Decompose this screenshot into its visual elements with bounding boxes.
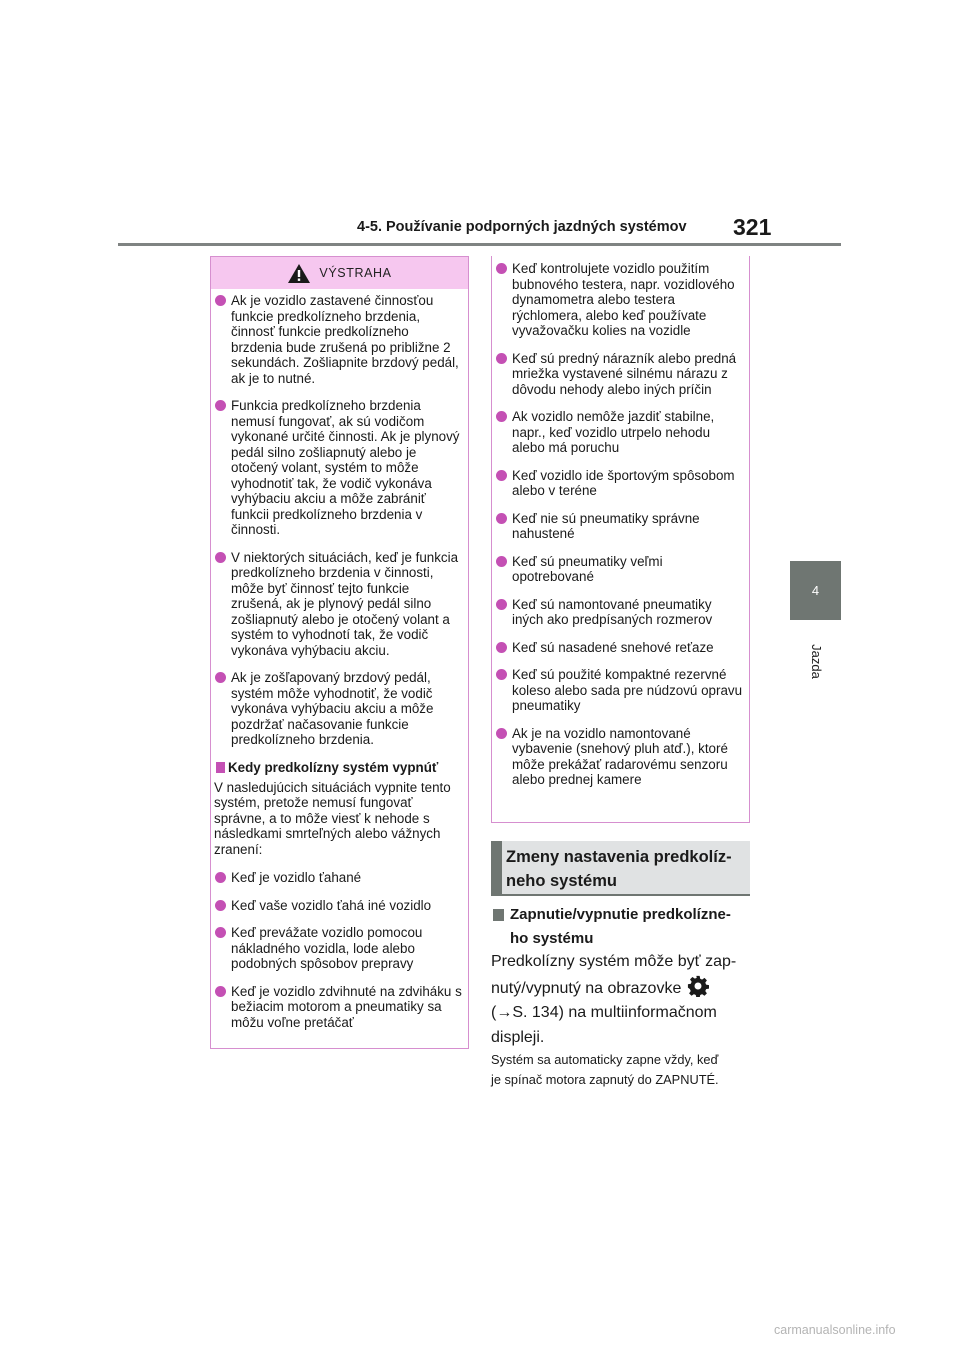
list-item: Ak vozidlo nemôže jazdiť stabilne, napr., keď vozidlo utrpelo nehodu alebo má poruchu: [495, 409, 743, 456]
section-heading-line2: neho systému: [506, 872, 617, 890]
list-item: Keď sú nasadené snehové reťaze: [495, 640, 743, 656]
list-item: Funkcia predkolízneho brzdenia nemusí fungovať, ak sú vodičom vykonané určité činnosti. Ak je plynový pedál silno zošliapnutý alebo je otočený volant, systém to môže vyhodnotiť tak, že vodič vykonáva vyhýbaciu akciu a môže zabrániť funkcii predkolízneho brzdenia v činnosti.: [214, 398, 462, 538]
watermark: carmanualsonline.info: [774, 1323, 896, 1337]
warning-intro: V nasledujúcich situáciách vypnite tento systém, pretože nemusí fungovať správne, a to môže viesť k nehode s následkami smrteľných alebo vážnych zranení:: [214, 779, 451, 857]
list-item: Keď nie sú pneumatiky správne nahustené: [495, 511, 743, 542]
bullet-icon: [496, 263, 507, 274]
chapter-tab[interactable]: [790, 561, 841, 620]
bullet-icon: [215, 672, 226, 683]
section-heading-line1: Zmeny nastavenia predkolíz-: [506, 848, 732, 866]
bullet-icon: [215, 927, 226, 938]
warning-subheading: Kedy predkolízny systém vypnúť: [214, 760, 462, 776]
bullet-icon: [496, 470, 507, 481]
page-header-title: 4-5. Používanie podporných jazdných systémov: [357, 219, 687, 235]
bullet-icon: [496, 669, 507, 680]
subsection-heading-line1: Zapnutie/vypnutie predkolízne-: [491, 903, 753, 927]
settings-gear-icon: [687, 975, 709, 997]
list-item: Ak je na vozidlo namontované vybavenie (snehový pluh atď.), ktoré môže prekážať radarovému senzoru alebo prednej kamere: [495, 726, 743, 788]
list-item: Ak je vozidlo zastavené činnosťou funkcie predkolízneho brzdenia, činnosť funkcie predkolízneho brzdenia bude zrušená po približne 2 sekundách. Zošliapnite brzdový pedál, ak je to nutné.: [214, 293, 462, 386]
chapter-label: [784, 638, 848, 684]
warning-box: [210, 256, 469, 1049]
list-item: V niektorých situáciách, keď je funkcia predkolízneho brzdenia v činnosti, môže byť činnosť tejto funkcie zrušená, ak je plynový pedál silno zošliapnutý alebo je otočený volant a systém to vyhodnotí tak, že vodič vykonáva vyhýbaciu akciu.: [214, 550, 462, 659]
list-item: Keď vozidlo ide športovým spôsobom alebo v teréne: [495, 468, 743, 499]
list-item: Keď prevážate vozidlo pomocou nákladného vozidla, lode alebo podobných spôsobov prepravy: [214, 925, 462, 972]
body-line: (→S. 134) na multiinformačnom: [491, 1004, 717, 1022]
list-item: Keď vaše vozidlo ťahá iné vozidlo: [214, 898, 462, 914]
list-item: Keď sú predný nárazník alebo predná mriežka vystavené silnému nárazu z dôvodu nehody alebo iných príčin: [495, 351, 743, 398]
warning-header: [211, 257, 468, 289]
bullet-icon: [215, 552, 226, 563]
list-item: Keď kontrolujete vozidlo použitím bubnového testera, napr. vozidlového dynamometra alebo testera rýchlomera, alebo keď používate vyvažovačku kolies na vozidle: [495, 261, 743, 339]
subsection-heading-line2: ho systému: [510, 930, 594, 947]
list-item: Keď sú namontované pneumatiky iných ako predpísaných rozmerov: [495, 597, 743, 628]
note-paragraph: [491, 1050, 761, 1090]
subsection-heading: [491, 903, 753, 951]
list-item: Keď sú pneumatiky veľmi opotrebované: [495, 554, 743, 585]
bullet-icon: [215, 295, 226, 306]
warning-triangle-icon: [287, 263, 311, 284]
bullet-icon: [496, 353, 507, 364]
page-number: 321: [733, 214, 772, 240]
bullet-icon: [496, 642, 507, 653]
square-bullet-icon: [216, 762, 225, 773]
warning-box-continued: [491, 256, 750, 823]
note-line: je spínač motora zapnutý do ZAPNUTÉ.: [491, 1072, 719, 1087]
bullet-icon: [496, 556, 507, 567]
bullet-icon: [496, 728, 507, 739]
bullet-icon: [496, 599, 507, 610]
bullet-icon: [215, 400, 226, 411]
body-paragraph: [491, 950, 761, 1051]
list-item: Keď je vozidlo zdvihnuté na zdviháku s bežiacim motorom a pneumatiky sa môžu voľne pretáčať: [214, 984, 462, 1031]
bullet-icon: [496, 513, 507, 524]
list-item: Keď je vozidlo ťahané: [214, 870, 462, 886]
note-line: Systém sa automaticky zapne vždy, keď: [491, 1052, 719, 1067]
body-line: nutý/vypnutý na obrazovke: [491, 975, 761, 1002]
chapter-number: 4: [811, 583, 820, 598]
warning-title: VÝSTRAHA: [319, 266, 392, 280]
section-heading: [491, 841, 750, 896]
body-line: Predkolízny systém môže byť zap-: [491, 953, 737, 970]
square-bullet-icon: [493, 909, 504, 921]
bullet-icon: [215, 986, 226, 997]
bullet-icon: [496, 411, 507, 422]
chapter-label-text: Jazda: [808, 643, 824, 679]
list-item: Ak je zošľapovaný brzdový pedál, systém môže vyhodnotiť, že vodič vykonáva vyhýbaciu akciu a môže pozdržať načasovanie funkcie predkolízneho brzdenia.: [214, 670, 462, 748]
list-item: Keď sú použité kompaktné rezervné koleso alebo sada pre núdzovú opravu pneumatiky: [495, 667, 743, 714]
body-line: displeji.: [491, 1029, 545, 1047]
bullet-icon: [215, 900, 226, 911]
header-divider: [118, 243, 841, 246]
bullet-icon: [215, 872, 226, 883]
